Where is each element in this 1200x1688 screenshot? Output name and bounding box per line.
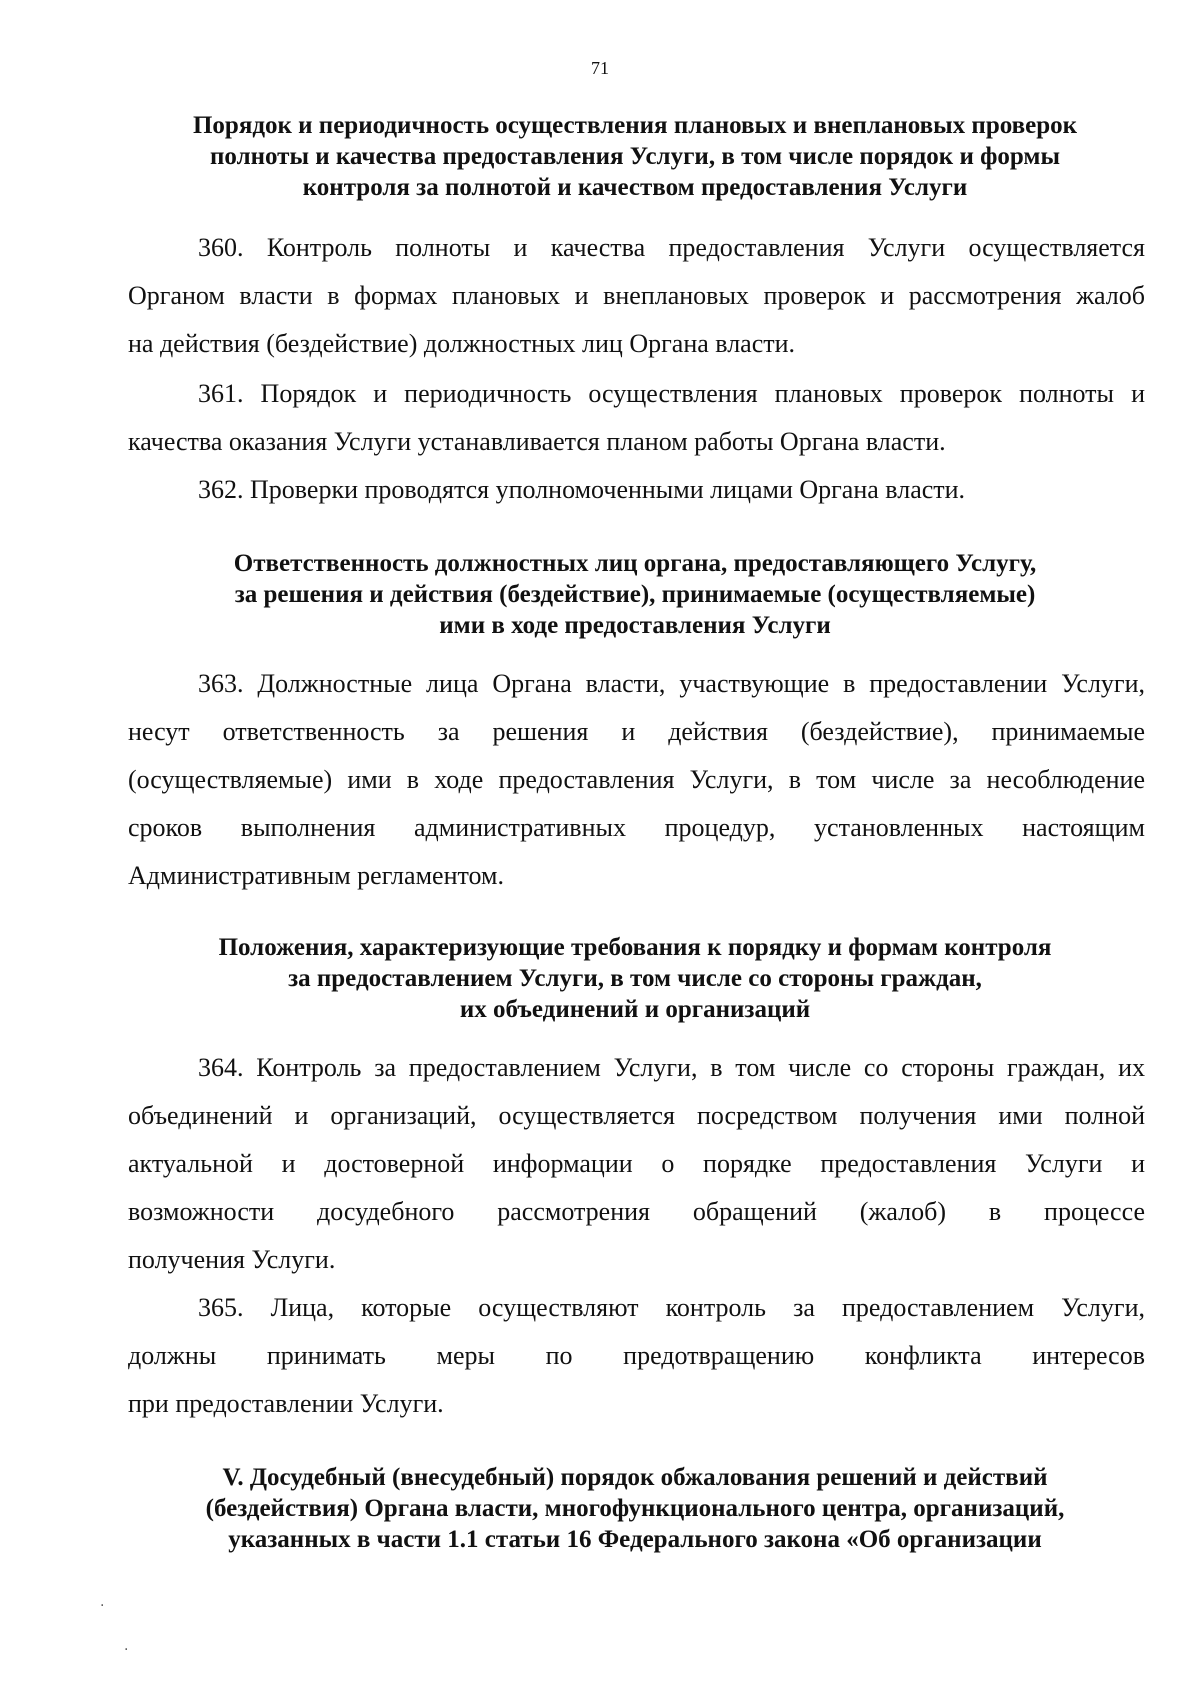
paragraph-365 [128, 1284, 1145, 1428]
heading-line: V. Досудебный (внесудебный) порядок обжалования решений и действий [222, 1464, 1048, 1491]
paragraph-363 [128, 660, 1145, 900]
paragraph-line: 361. Порядок и периодичность осуществления плановых проверок полноты и [198, 379, 1145, 408]
paragraph-line: Органом власти в формах плановых и внеплановых проверок и рассмотрения жалоб [128, 281, 1145, 310]
heading-line: ими в ходе предоставления Услуги [439, 612, 831, 639]
section-heading-control-provisions [130, 932, 1140, 1025]
heading-line: Порядок и периодичность осуществления плановых и внеплановых проверок [192, 112, 1078, 139]
heading-line: полноты и качества предоставления Услуги, в том числе порядок и формы [210, 143, 1060, 170]
paragraph-364 [128, 1044, 1145, 1284]
heading-line: их объединений и организаций [459, 996, 811, 1023]
paragraph-line: актуальной и достоверной информации о порядке предоставления Услуги и [128, 1149, 1145, 1178]
paragraph-line: несут ответственность за решения и действия (бездействие), принимаемые [128, 717, 1145, 746]
scan-artifact: · [124, 1642, 129, 1658]
paragraph-361 [128, 370, 1145, 466]
paragraph-line: 362. Проверки проводятся уполномоченными лицами Органа власти. [198, 475, 966, 504]
paragraph-362 [128, 466, 1145, 514]
heading-line: Ответственность должностных лиц органа, предоставляющего Услугу, [233, 550, 1037, 577]
section-heading-control-checks [130, 110, 1140, 203]
paragraph-line: 363. Должностные лица Органа власти, участвующие в предоставлении Услуги, [198, 669, 1145, 698]
paragraph-line: сроков выполнения административных процедур, установленных настоящим [128, 813, 1145, 842]
section-heading-responsibility [130, 548, 1140, 641]
paragraph-line: объединений и организаций, осуществляется посредством получения ими полной [128, 1101, 1145, 1130]
heading-line: Положения, характеризующие требования к порядку и формам контроля [218, 934, 1052, 961]
paragraph-line: получения Услуги. [128, 1245, 336, 1274]
paragraph-line: качества оказания Услуги устанавливается планом работы Органа власти. [128, 427, 946, 456]
heading-line: за предоставлением Услуги, в том числе со стороны граждан, [288, 965, 982, 992]
paragraph-line: (осуществляемые) ими в ходе предоставления Услуги, в том числе за несоблюдение [128, 765, 1145, 794]
paragraph-line: на действия (бездействие) должностных лиц Органа власти. [128, 329, 796, 358]
heading-line: за решения и действия (бездействие), принимаемые (осуществляемые) [234, 581, 1036, 608]
paragraph-line: 360. Контроль полноты и качества предоставления Услуги осуществляется [198, 233, 1145, 262]
paragraph-line: при предоставлении Услуги. [128, 1389, 444, 1418]
paragraph-line: возможности досудебного рассмотрения обращений (жалоб) в процессе [128, 1197, 1145, 1226]
paragraph-line: 364. Контроль за предоставлением Услуги, в том числе со стороны граждан, их [198, 1053, 1145, 1082]
paragraph-line: должны принимать меры по предотвращению конфликта интересов [128, 1341, 1145, 1370]
paragraph-line: 365. Лица, которые осуществляют контроль за предоставлением Услуги, [198, 1293, 1145, 1322]
heading-line: (бездействия) Органа власти, многофункционального центра, организаций, [205, 1495, 1065, 1522]
heading-line: указанных в части 1.1 статьи 16 Федерального закона «Об организации [228, 1526, 1042, 1553]
section-heading-pretrial-appeal [130, 1462, 1140, 1555]
paragraph-360 [128, 224, 1145, 368]
paragraph-line: Административным регламентом. [128, 861, 504, 890]
scan-artifact: · [100, 1598, 105, 1614]
heading-line: контроля за полнотой и качеством предоставления Услуги [302, 174, 968, 201]
page-number: 71 [591, 58, 609, 78]
